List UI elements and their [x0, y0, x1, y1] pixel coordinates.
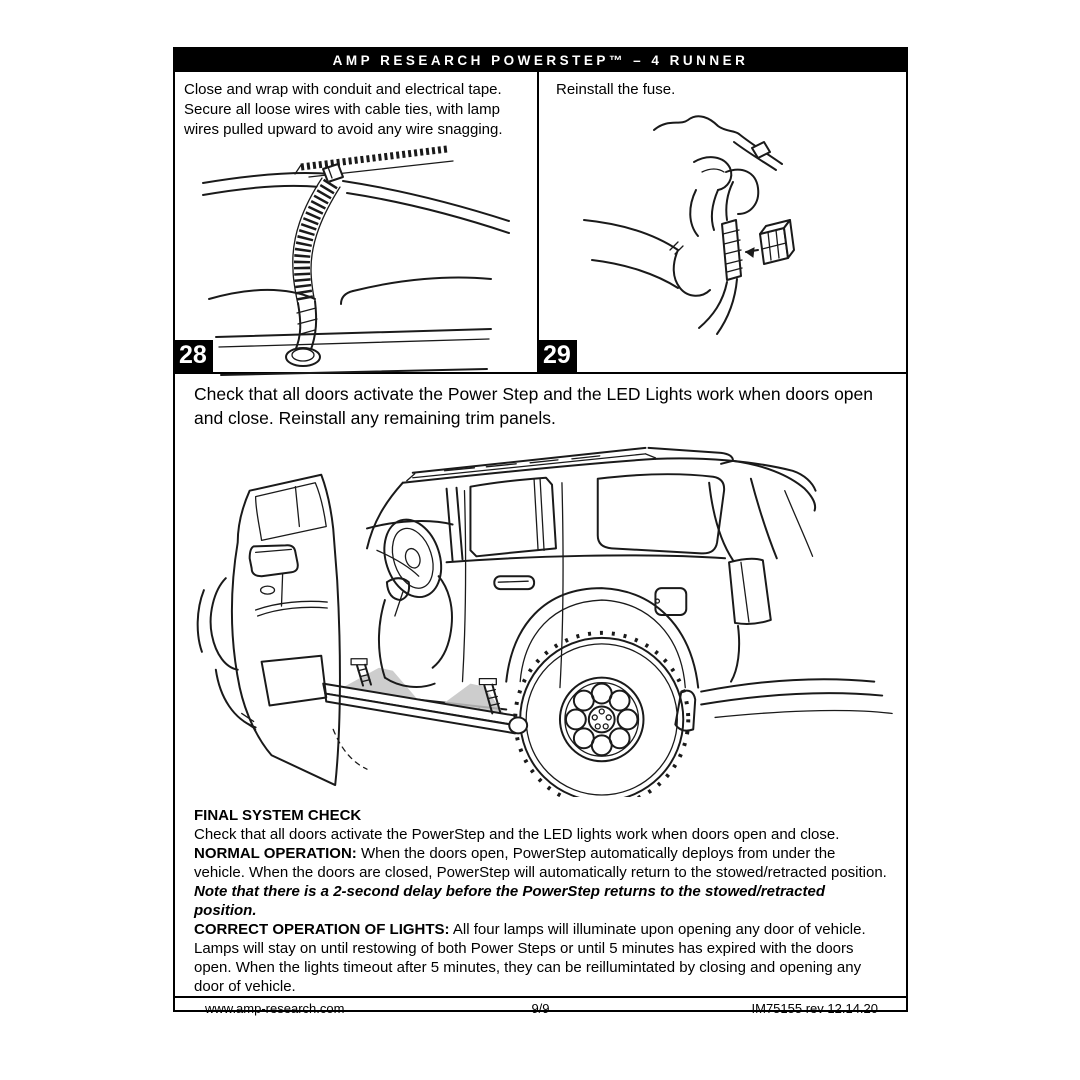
step-28-figure: [184, 141, 527, 384]
footer-document-id: IM75155 rev 12.14.20: [751, 1001, 878, 1017]
footer: [175, 996, 906, 1019]
step-28-instruction: Close and wrap with conduit and electrical tape. Secure all loose wires with cable ties, with lamp wires pulled upward to avoid any wire snagging.: [184, 81, 503, 138]
step-29-figure: [556, 102, 896, 343]
header-bar: [175, 49, 906, 72]
powerstep-bar: [323, 658, 527, 733]
open-door: [232, 474, 340, 784]
roof-rack: [403, 448, 733, 483]
tail-light: [729, 558, 771, 623]
step-panel-29: [539, 72, 906, 372]
interior: [367, 482, 453, 686]
suv-powerstep-illustration: [194, 431, 910, 797]
front-fender: [198, 578, 367, 769]
steps-row: [175, 72, 906, 374]
page-title: AMP RESEARCH POWERSTEP™ – 4 RUNNER: [332, 53, 749, 68]
quarter-window: [598, 474, 724, 553]
footer-page-number: 9/9: [531, 1001, 550, 1017]
final-check-paragraph: NORMAL OPERATION: When the doors open, PowerStep automatically deploys from under the vehicle. When the doors are closed, PowerStep will automatically return to the stowed/retracted position. Note that there is a 2-second delay before the PowerStep returns to the stowed/retracted position.: [194, 844, 887, 919]
beltline: [447, 555, 725, 562]
fuse-install-illustration: [576, 102, 876, 338]
manual-page: [173, 47, 908, 1017]
rear-bumper: [675, 626, 892, 731]
step-28-badge: 28: [175, 340, 213, 372]
step-panel-28: [175, 72, 539, 372]
rear-door-window: [470, 477, 556, 556]
final-check-panel: [175, 374, 906, 996]
final-check-paragraphs: [194, 825, 888, 996]
main-instruction: Check that all doors activate the Power Step and the LED Lights work when doors open and close. Reinstall any remaining trim panels.: [194, 384, 874, 428]
footer-website: www.amp-research.com: [205, 1001, 345, 1017]
rear-wheel: [515, 632, 688, 796]
step-29-badge: 29: [539, 340, 577, 372]
steering-wheel: [375, 512, 451, 604]
final-check-paragraph: Check that all doors activate the PowerStep and the LED lights work when doors open and close.: [194, 825, 840, 843]
final-check-heading: FINAL SYSTEM CHECK: [194, 806, 362, 824]
step-29-instruction: Reinstall the fuse.: [556, 81, 676, 98]
final-check-paragraph: CORRECT OPERATION OF LIGHTS: All four lamps will illuminate upon opening any door of vehicle. Lamps will stay on until restowing of both Power Steps or until 5 minutes has expired with the doors open. When the lights timeout after 5 minutes, they can be reillumintated by closing and opening any door of vehicle.: [194, 920, 866, 996]
conduit-wrap-illustration: [191, 141, 521, 379]
fuel-door: [655, 588, 686, 615]
final-check-text: [194, 806, 888, 996]
suv-figure: [194, 431, 910, 802]
